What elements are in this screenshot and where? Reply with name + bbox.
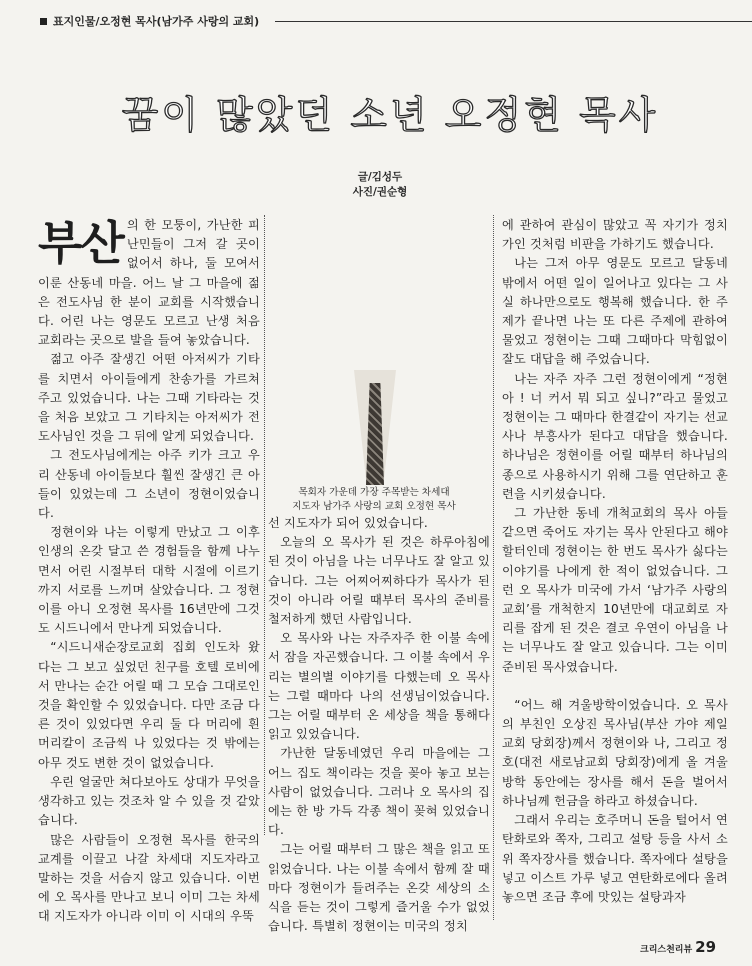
page-number: 29	[695, 938, 717, 956]
caption-line: 목회자 가운데 가장 주목받는 차세대	[298, 487, 450, 498]
paragraph: 우린 얼굴만 쳐다보아도 상대가 무엇을 생각하고 있는 것조차 알 수 있을 것 같았습니다.	[38, 774, 260, 828]
paragraph: 그래서 우리는 호주머니 돈을 털어서 연탄화로와 쪽자, 그리고 설탕 등을 사서 소위 쪽자장사를 했습니다. 쪽자에다 설탕을 넣고 이스트 가루 넣고 연탄화로에다 올려놓으면 조금 후에 맛있는 설탕과자	[502, 813, 728, 904]
paragraph: 젊고 아주 잘생긴 어떤 아저씨가 기타를 치면서 아이들에게 찬송가를 가르쳐 주고 있었습니다. 나는 그때 기타라는 것을 처음 보았고 그 기타치는 아저씨가 전도사님인 것을 그 뒤에 알게 되었습니다.	[38, 352, 260, 444]
paragraph: 에 관하여 관심이 많았고 꼭 자기가 정치가인 것처럼 비판을 가하기도 했습니다.	[502, 218, 728, 252]
paragraph: 오 목사와 나는 자주자주 한 이불 속에서 잠을 자곤했습니다. 그 이불 속에서 우리는 별의별 이야기를 다했는데 오 목사는 그럴 때마다 나의 선생님이었습니다. 그는 어릴 때부터 온 세상을 책을 통해다 읽고 있었습니다.	[268, 631, 490, 742]
byline-writer: 글/김성두	[357, 171, 403, 183]
paragraph: “어느 해 겨울방학이었습니다. 오 목사의 부친인 오상진 목사님(부산 가야 제일교회 당회장)께서 정현이와 나, 그리고 정호(대전 새로남교회 당회장)에게 올 겨울 방학 동안에는 장사를 해서 돈을 벌어서 하나님께 헌금을 하라고 하셨습니다.	[502, 697, 728, 808]
square-bullet-icon	[40, 18, 47, 25]
paragraph: 그 가난한 동네 개척교회의 목사 아들 같으면 죽어도 자기는 목사 안된다고 해야 할터인데 정현이는 한 번도 목사가 싫다는 이야기를 나에게 한 적이 없었습니다. 그런 오 목사가 미국에 가서 ‘남가주 사랑의 교회’를 개척한지 10년만에 대교회로 자리를 잡게 된 것은 결코 우연이 아님을 나는 너무나도 잘 알고 있습니다. 그는 이미 준비된 목사였습니다.	[502, 506, 728, 674]
paragraph: 그 전도사님에게는 아주 키가 크고 우리 산동네 아이들보다 훨씬 잘생긴 큰 아들이 있었는데 그 소년이 정현이었습니다.	[38, 448, 260, 521]
drop-cap: 부산	[38, 216, 123, 270]
paragraph: 많은 사람들이 오정현 목사를 한국의 교계를 이끌고 나갈 차세대 지도자라고 말하는 것을 서슴지 않고 있습니다. 이번에 오 목사를 만나고 보니 이미 그는 차세대 지도자가 아니라 이미 이 시대의 우뚝	[38, 832, 260, 924]
portrait-photo	[268, 225, 480, 485]
paragraph: 가난한 달동네였던 우리 마을에는 그 어느 집도 책이라는 것을 꽂아 놓고 보는 사람이 없었습니다. 그러나 오 목사의 집에는 한 방 가득 각종 책이 꽂혀 있었습니다.	[268, 746, 490, 838]
section-header	[40, 13, 752, 29]
section-label: 표지인물/오정현 목사(남가주 사랑의 교회)	[53, 15, 260, 28]
byline	[300, 170, 460, 200]
paragraph: 오늘의 오 목사가 된 것은 하루아침에 된 것이 아님을 나는 너무나도 잘 알고 있습니다. 그는 어찌어찌하다가 목사가 된 것이 아니라 어릴 때부터 목사의 준비를 철저하게 했던 사람입니다.	[268, 535, 490, 627]
page-footer	[640, 938, 716, 956]
article-title: 꿈이 많았던 소년 오정현 목사	[121, 93, 659, 137]
paragraph: 그는 어릴 때부터 그 많은 책을 읽고 또 읽었습니다. 나는 이불 속에서 함께 잘 때마다 정현이가 들려주는 온갖 세상의 소식을 듣는 것이 그렇게 즐거울 수가 없었습니다. 특별히 정현이는 미국의 정치	[268, 842, 490, 934]
column-divider	[264, 215, 265, 835]
paragraph: 나는 자주 자주 그런 정현이에게 “정현아 ! 너 커서 뭐 되고 싶니?”라고 물었고 정현이는 그 때마다 한결같이 자기는 선교사나 부흥사가 된다고 대답을 했습니다. 하나님은 정현이를 어릴 때부터 하나님의 종으로 사용하시기 위해 그를 연단하고 훈련을 시키셨습니다.	[502, 371, 728, 501]
byline-photographer: 사진/권순형	[352, 186, 408, 198]
paragraph	[38, 216, 260, 350]
article-column-2	[268, 514, 490, 936]
photo-caption	[268, 486, 480, 514]
article-column-3	[502, 216, 728, 907]
paragraph: “시드니새순장로교회 집회 인도차 왔다는 그 보고 싶었던 친구를 호텔 로비에서 만나는 순간 어릴 때 그 모습 그대로인 것을 확인할 수 있었습니다. 다만 조금 다른 것이 있었다면 우리 둘 다 머리에 흰 머리칼이 조금씩 나 있었다는 것 밖에는 아무 것도 변한 것이 없었습니다.	[38, 640, 260, 770]
column-divider	[493, 215, 494, 920]
paragraph: 나는 그저 아무 영문도 모르고 달동네 밖에서 어떤 일이 일어나고 있다는 그 사실 하나만으로도 행복해 했습니다. 한 주제가 끝나면 나는 또 다른 주제에 관하여 물었고 정현이는 그때 그때마다 막힘없이 잘도 대답을 해 주었습니다.	[502, 256, 728, 367]
paragraph: 선 지도자가 되어 있었습니다.	[268, 516, 428, 530]
header-rule	[275, 21, 752, 22]
paragraph: 정현이와 나는 이렇게 만났고 그 이후 인생의 온갖 달고 쓴 경험들을 함께 나누면서 어린 시절부터 대학 시절에 이르기까지 서로를 느끼며 살았습니다. 그 정현이를 아니 오정현 목사를 16년만에 그것도 시드니에서 만나게 되었습니다.	[38, 525, 260, 636]
caption-line: 지도자 남가주 사랑의 교회 오정현 목사	[292, 501, 456, 512]
article-column-1	[38, 216, 260, 927]
paragraph-text: 의 한 모퉁이, 가난한 피난민들이 그저 갈 곳이 없어서 하나, 둘 모여서 이룬 산동네 마을. 어느 날 그 마을에 젊은 전도사님 한 분이 교회를 시작했습니다. 어린 나는 영문도 모르고 난생 처음 교회라는 곳으로 발을 들여 놓았습니다.	[38, 218, 260, 348]
magazine-name: 크리스천리뷰	[640, 945, 693, 955]
